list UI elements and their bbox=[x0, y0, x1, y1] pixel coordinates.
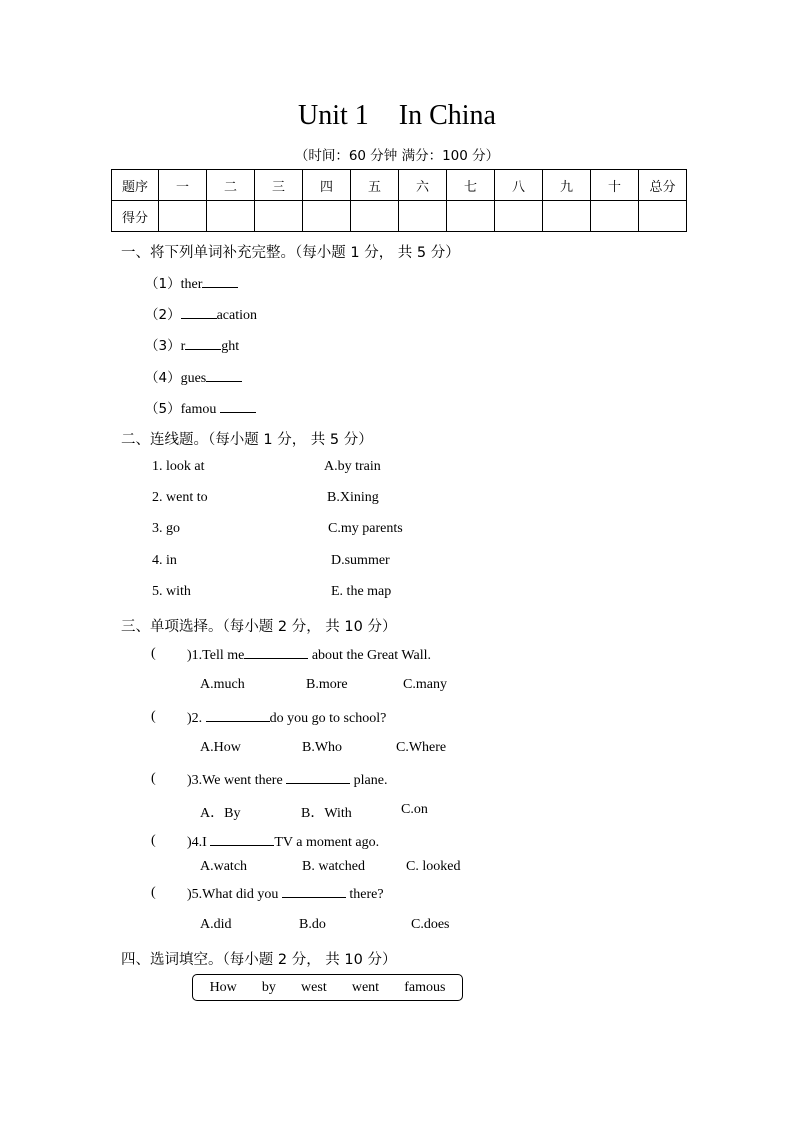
match-left-item[interactable]: 3. go bbox=[152, 521, 180, 536]
word-bank-word: west bbox=[301, 979, 327, 995]
option: B. watched bbox=[302, 859, 365, 874]
exam-subtitle: （时间：60 分钟 满分：100 分） bbox=[294, 148, 500, 164]
match-left-item[interactable]: 4. in bbox=[152, 553, 177, 568]
s1-item-number: （1） bbox=[145, 276, 181, 292]
match-right-item[interactable]: A.by train bbox=[324, 459, 381, 474]
fill-blank[interactable] bbox=[220, 400, 256, 413]
option: B．With bbox=[301, 806, 352, 821]
question-text: 2. bbox=[191, 711, 206, 726]
answer-paren-close: ) bbox=[187, 711, 192, 726]
page-title bbox=[0, 100, 794, 132]
question bbox=[187, 709, 386, 727]
question-text: 4.I bbox=[191, 835, 211, 850]
fill-blank[interactable] bbox=[206, 369, 242, 382]
score-header-cell: 三 bbox=[255, 170, 303, 201]
fill-blank[interactable] bbox=[202, 275, 238, 288]
question-text: 5.What did you bbox=[191, 887, 282, 902]
question bbox=[187, 646, 431, 664]
section-3-heading: 三、单项选择。（每小题 2 分， 共 10 分） bbox=[121, 619, 397, 635]
word-bank-word: famous bbox=[404, 979, 446, 995]
score-table-score-row bbox=[112, 201, 687, 232]
option: B.Who bbox=[302, 740, 343, 755]
title-name: In China bbox=[398, 100, 496, 131]
fill-blank[interactable] bbox=[210, 833, 274, 846]
option: C.does bbox=[411, 917, 450, 932]
score-header-cell: 六 bbox=[399, 170, 447, 201]
question bbox=[187, 771, 388, 789]
option: A.watch bbox=[200, 859, 248, 874]
score-cell[interactable] bbox=[159, 201, 207, 232]
match-left-item[interactable]: 1. look at bbox=[152, 459, 205, 474]
s1-item-text: famou bbox=[180, 402, 220, 417]
question-text: 3.We went there bbox=[191, 773, 287, 788]
s1-item bbox=[145, 303, 257, 324]
match-right-item[interactable]: C.my parents bbox=[328, 521, 403, 536]
option: B.do bbox=[299, 917, 326, 932]
s1-item-number: （3） bbox=[145, 338, 181, 354]
score-header-cell: 九 bbox=[543, 170, 591, 201]
s1-item bbox=[145, 366, 242, 387]
score-header-cell: 一 bbox=[159, 170, 207, 201]
score-header-cell: 总分 bbox=[639, 170, 687, 201]
answer-paren-close: ) bbox=[187, 648, 192, 663]
score-header-cell: 题序 bbox=[112, 170, 159, 201]
question-text: about the Great Wall. bbox=[308, 648, 431, 663]
option: A.did bbox=[200, 917, 232, 932]
fill-blank[interactable] bbox=[282, 885, 346, 898]
answer-paren-close: ) bbox=[187, 887, 192, 902]
question-text: do you go to school? bbox=[269, 711, 387, 726]
word-bank-word: How bbox=[209, 979, 237, 995]
answer-paren-open[interactable]: ( bbox=[151, 709, 156, 724]
section-4-heading: 四、选词填空。（每小题 2 分， 共 10 分） bbox=[121, 952, 397, 968]
score-header-cell: 七 bbox=[447, 170, 495, 201]
option: A.much bbox=[200, 677, 245, 692]
option: C.on bbox=[401, 802, 428, 817]
question-text: 1.Tell me bbox=[191, 648, 245, 663]
s1-item-number: （2） bbox=[145, 307, 181, 323]
s1-item-number: （5） bbox=[145, 401, 181, 417]
s1-item-text: r bbox=[180, 339, 186, 354]
section-1-heading: 一、将下列单词补充完整。（每小题 1 分， 共 5 分） bbox=[121, 245, 460, 261]
fill-blank[interactable] bbox=[244, 646, 308, 659]
match-left-item[interactable]: 2. went to bbox=[152, 490, 208, 505]
match-right-item[interactable]: B.Xining bbox=[327, 490, 379, 505]
s1-item bbox=[145, 272, 238, 293]
title-unit: Unit 1 bbox=[298, 100, 369, 131]
score-cell[interactable] bbox=[543, 201, 591, 232]
match-left-item[interactable]: 5. with bbox=[152, 584, 191, 599]
score-header-cell: 二 bbox=[207, 170, 255, 201]
score-header-cell: 八 bbox=[495, 170, 543, 201]
match-right-item[interactable]: E. the map bbox=[331, 584, 392, 599]
score-table-header-row bbox=[112, 170, 687, 201]
s1-item bbox=[145, 397, 256, 418]
score-row-label: 得分 bbox=[112, 201, 159, 232]
question-text: plane. bbox=[350, 773, 388, 788]
score-cell[interactable] bbox=[639, 201, 687, 232]
match-right-item[interactable]: D.summer bbox=[331, 553, 390, 568]
fill-blank[interactable] bbox=[185, 337, 221, 350]
word-bank-word: by bbox=[261, 979, 276, 995]
word-bank-box bbox=[192, 974, 463, 1001]
score-cell[interactable] bbox=[591, 201, 639, 232]
fill-blank[interactable] bbox=[206, 709, 270, 722]
score-cell[interactable] bbox=[207, 201, 255, 232]
score-cell[interactable] bbox=[447, 201, 495, 232]
score-cell[interactable] bbox=[303, 201, 351, 232]
score-cell[interactable] bbox=[399, 201, 447, 232]
answer-paren-close: ) bbox=[187, 835, 192, 850]
s1-item-number: （4） bbox=[145, 370, 181, 386]
fill-blank[interactable] bbox=[181, 306, 217, 319]
s1-item-text: ther bbox=[180, 277, 203, 292]
answer-paren-close: ) bbox=[187, 773, 192, 788]
question-text: there? bbox=[345, 887, 384, 902]
option: C.many bbox=[403, 677, 447, 692]
question bbox=[187, 833, 379, 851]
answer-paren-open[interactable]: ( bbox=[151, 885, 156, 900]
score-header-cell: 五 bbox=[351, 170, 399, 201]
score-table bbox=[111, 169, 687, 232]
s1-item bbox=[145, 334, 239, 355]
score-cell[interactable] bbox=[351, 201, 399, 232]
option: C. looked bbox=[406, 859, 461, 874]
question-text: TV a moment ago. bbox=[274, 835, 380, 850]
option: B.more bbox=[306, 677, 348, 692]
answer-paren-open[interactable]: ( bbox=[151, 771, 156, 786]
option: C.Where bbox=[396, 740, 447, 755]
s1-item-text: ght bbox=[221, 339, 240, 354]
option: A.How bbox=[200, 740, 241, 755]
question bbox=[187, 885, 384, 903]
answer-paren-open[interactable]: ( bbox=[151, 646, 156, 661]
score-header-cell: 十 bbox=[591, 170, 639, 201]
score-header-cell: 四 bbox=[303, 170, 351, 201]
word-bank-word: went bbox=[351, 979, 380, 995]
s1-item-text: gues bbox=[180, 371, 207, 386]
fill-blank[interactable] bbox=[286, 771, 350, 784]
option: A．By bbox=[200, 806, 241, 821]
s1-item-text: acation bbox=[216, 308, 258, 323]
score-cell[interactable] bbox=[255, 201, 303, 232]
answer-paren-open[interactable]: ( bbox=[151, 833, 156, 848]
section-2-heading: 二、连线题。（每小题 1 分， 共 5 分） bbox=[121, 432, 373, 448]
score-cell[interactable] bbox=[495, 201, 543, 232]
